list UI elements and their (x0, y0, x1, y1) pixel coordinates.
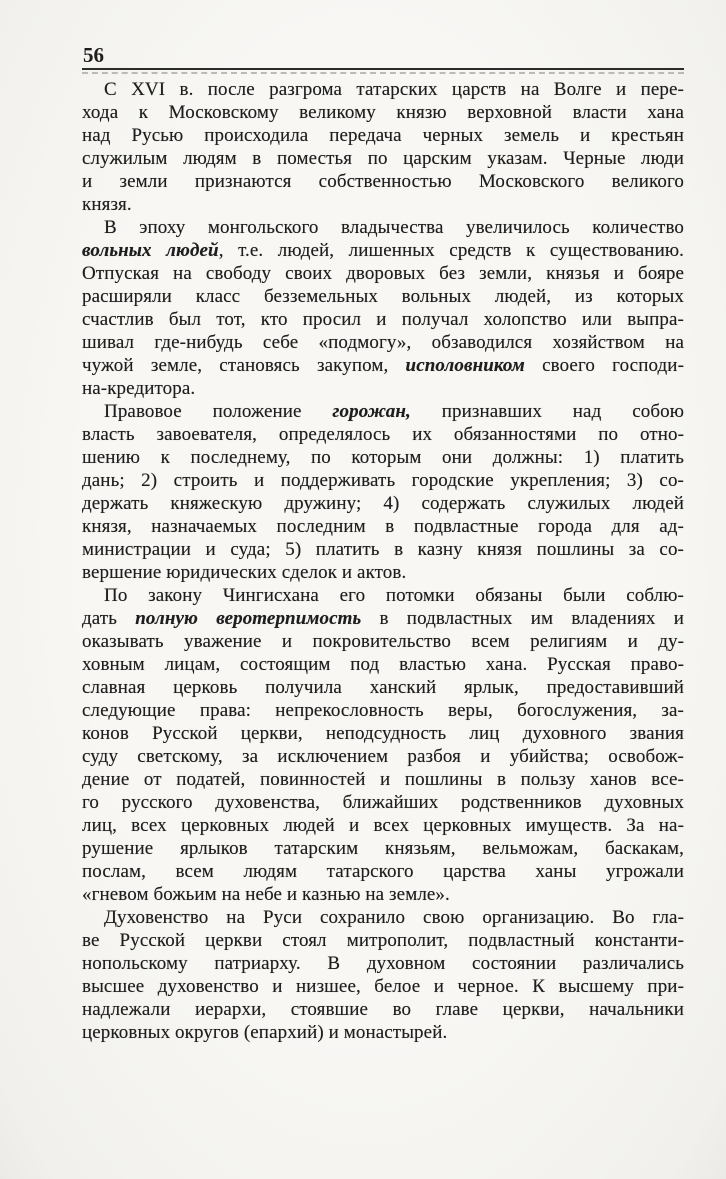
text-segment: дение от податей, повинностей и пошлины в пользу ханов все- (82, 769, 684, 790)
text-segment: церковных округов (епархий) и монастырей. (82, 1022, 448, 1043)
text-segment: и земли признаются собственностью Московского великого (82, 171, 684, 192)
text-segment: счастлив был тот, кто просил и получал холопство или выпра- (82, 309, 684, 330)
text-block (82, 78, 684, 1044)
text-line (82, 952, 684, 975)
header-rule (82, 68, 684, 70)
text-segment: лиц, всех церковных людей и всех церковных имуществ. За на- (82, 815, 684, 836)
text-line (82, 285, 684, 308)
text-line (82, 538, 684, 561)
text-line (82, 929, 684, 952)
text-segment: суду светскому, за исключением разбоя и убийства; освобож- (82, 746, 684, 767)
page-number: 56 (83, 43, 104, 67)
text-line (82, 239, 684, 262)
text-line (82, 906, 684, 929)
text-segment: , т.е. людей, лишенных средств к существованию. (218, 240, 684, 261)
text-line (82, 676, 684, 699)
text-line (82, 699, 684, 722)
text-line (82, 78, 684, 101)
text-segment: Отпуская на свободу своих дворовых без земли, князья и бояре (82, 263, 684, 284)
text-line (82, 745, 684, 768)
text-line (82, 630, 684, 653)
text-segment: признавших над собою (410, 401, 684, 422)
text-segment: шению к последнему, по которым они должны: 1) платить (82, 447, 684, 468)
text-segment: надлежали иерархи, стоявшие во главе церкви, начальники (82, 999, 684, 1020)
text-line (82, 515, 684, 538)
text-segment: дань; 2) строить и поддерживать городские укрепления; 3) со- (82, 470, 684, 491)
header-rule-shadow (82, 72, 684, 74)
text-line (82, 446, 684, 469)
text-line (82, 354, 684, 377)
text-line (82, 216, 684, 239)
paragraph (82, 906, 684, 1044)
page-content (82, 44, 684, 1044)
text-line (82, 814, 684, 837)
text-line (82, 791, 684, 814)
paragraph (82, 78, 684, 216)
text-segment: славная церковь получила ханский ярлык, предоставивший (82, 677, 684, 698)
paragraph (82, 216, 684, 400)
text-segment: над Русью происходила передача черных земель и крестьян (82, 125, 684, 146)
text-line (82, 998, 684, 1021)
text-segment: вершение юридических сделок и актов. (82, 562, 407, 583)
text-segment: власть завоевателя, определялось их обязанностями по отно- (82, 424, 684, 445)
text-segment: князя. (82, 194, 132, 215)
text-line (82, 607, 684, 630)
text-line (82, 768, 684, 791)
emphasized-term: вольных людей (82, 240, 219, 261)
text-line (82, 883, 684, 906)
text-segment: го русского духовенства, ближайших родственников духовных (82, 792, 684, 813)
text-line (82, 1021, 684, 1044)
text-segment: министрации и суда; 5) платить в казну князя пошлины за со- (82, 539, 684, 560)
text-line (82, 975, 684, 998)
text-segment: послам, всем людям татарского царства ханы угрожали (82, 861, 684, 882)
text-line (82, 147, 684, 170)
text-segment: хода к Московскому великому князю верховной власти хана (82, 102, 684, 123)
text-line (82, 561, 684, 584)
text-line (82, 331, 684, 354)
text-line (82, 101, 684, 124)
paragraph (82, 584, 684, 906)
text-segment: По закону Чингисхана его потомки обязаны были соблю- (104, 585, 684, 606)
text-segment: оказывать уважение и покровительство всем религиям и ду- (82, 631, 684, 652)
text-segment: ве Русской церкви стоял митрополит, подвластный константи- (82, 930, 684, 951)
text-segment: ховным лицам, состоящим под властью хана. Русская право- (82, 654, 684, 675)
text-line (82, 860, 684, 883)
text-segment: конов Русской церкви, неподсудность лиц духовного звания (82, 723, 684, 744)
text-line (82, 492, 684, 515)
text-line (82, 722, 684, 745)
text-segment: дать (82, 608, 136, 629)
paragraph (82, 400, 684, 584)
text-line (82, 584, 684, 607)
text-segment: Правовое положение (104, 401, 333, 422)
text-line (82, 423, 684, 446)
text-line (82, 837, 684, 860)
text-line (82, 124, 684, 147)
text-line (82, 400, 684, 423)
text-line (82, 377, 684, 400)
emphasized-term: полную веротерпимость (135, 608, 362, 629)
text-segment: нопольскому патриарху. В духовном состоянии различались (82, 953, 684, 974)
text-segment: С XVI в. после разгрома татарских царств на Волге и пере- (104, 79, 684, 100)
text-segment: следующие права: непрекословность веры, богослужения, за- (82, 700, 684, 721)
text-segment: высшее духовенство и низшее, белое и черное. К высшему при- (82, 976, 684, 997)
text-line (82, 262, 684, 285)
text-segment: князя, назначаемых последним в подвластные города для ад- (82, 516, 684, 537)
text-segment: своего господи- (524, 355, 684, 376)
text-segment: расширяли класс безземельных вольных людей, из которых (82, 286, 684, 307)
text-segment: держать княжескую дружину; 4) содержать служилых людей (82, 493, 684, 514)
text-line (82, 308, 684, 331)
text-segment: чужой земле, становясь закупом, (82, 355, 406, 376)
emphasized-term: исполовником (405, 355, 525, 376)
text-segment: рушение ярлыков татарским князьям, вельможам, баскакам, (82, 838, 684, 859)
text-segment: «гневом божьим на небе и казнью на земле». (82, 884, 450, 905)
text-segment: на-кредитора. (82, 378, 196, 399)
text-segment: в подвластных им владениях и (361, 608, 685, 629)
text-segment: В эпоху монгольского владычества увеличилось количество (104, 217, 684, 238)
emphasized-term: горожан, (332, 401, 411, 422)
text-segment: шивал где-нибудь себе «подмогу», обзаводился хозяйством на (82, 332, 684, 353)
text-segment: служилым людям в поместья по царским указам. Черные люди (82, 148, 684, 169)
text-segment: Духовенство на Руси сохранило свою организацию. Во гла- (104, 907, 684, 928)
text-line (82, 170, 684, 193)
text-line (82, 193, 684, 216)
text-line (82, 469, 684, 492)
text-line (82, 653, 684, 676)
